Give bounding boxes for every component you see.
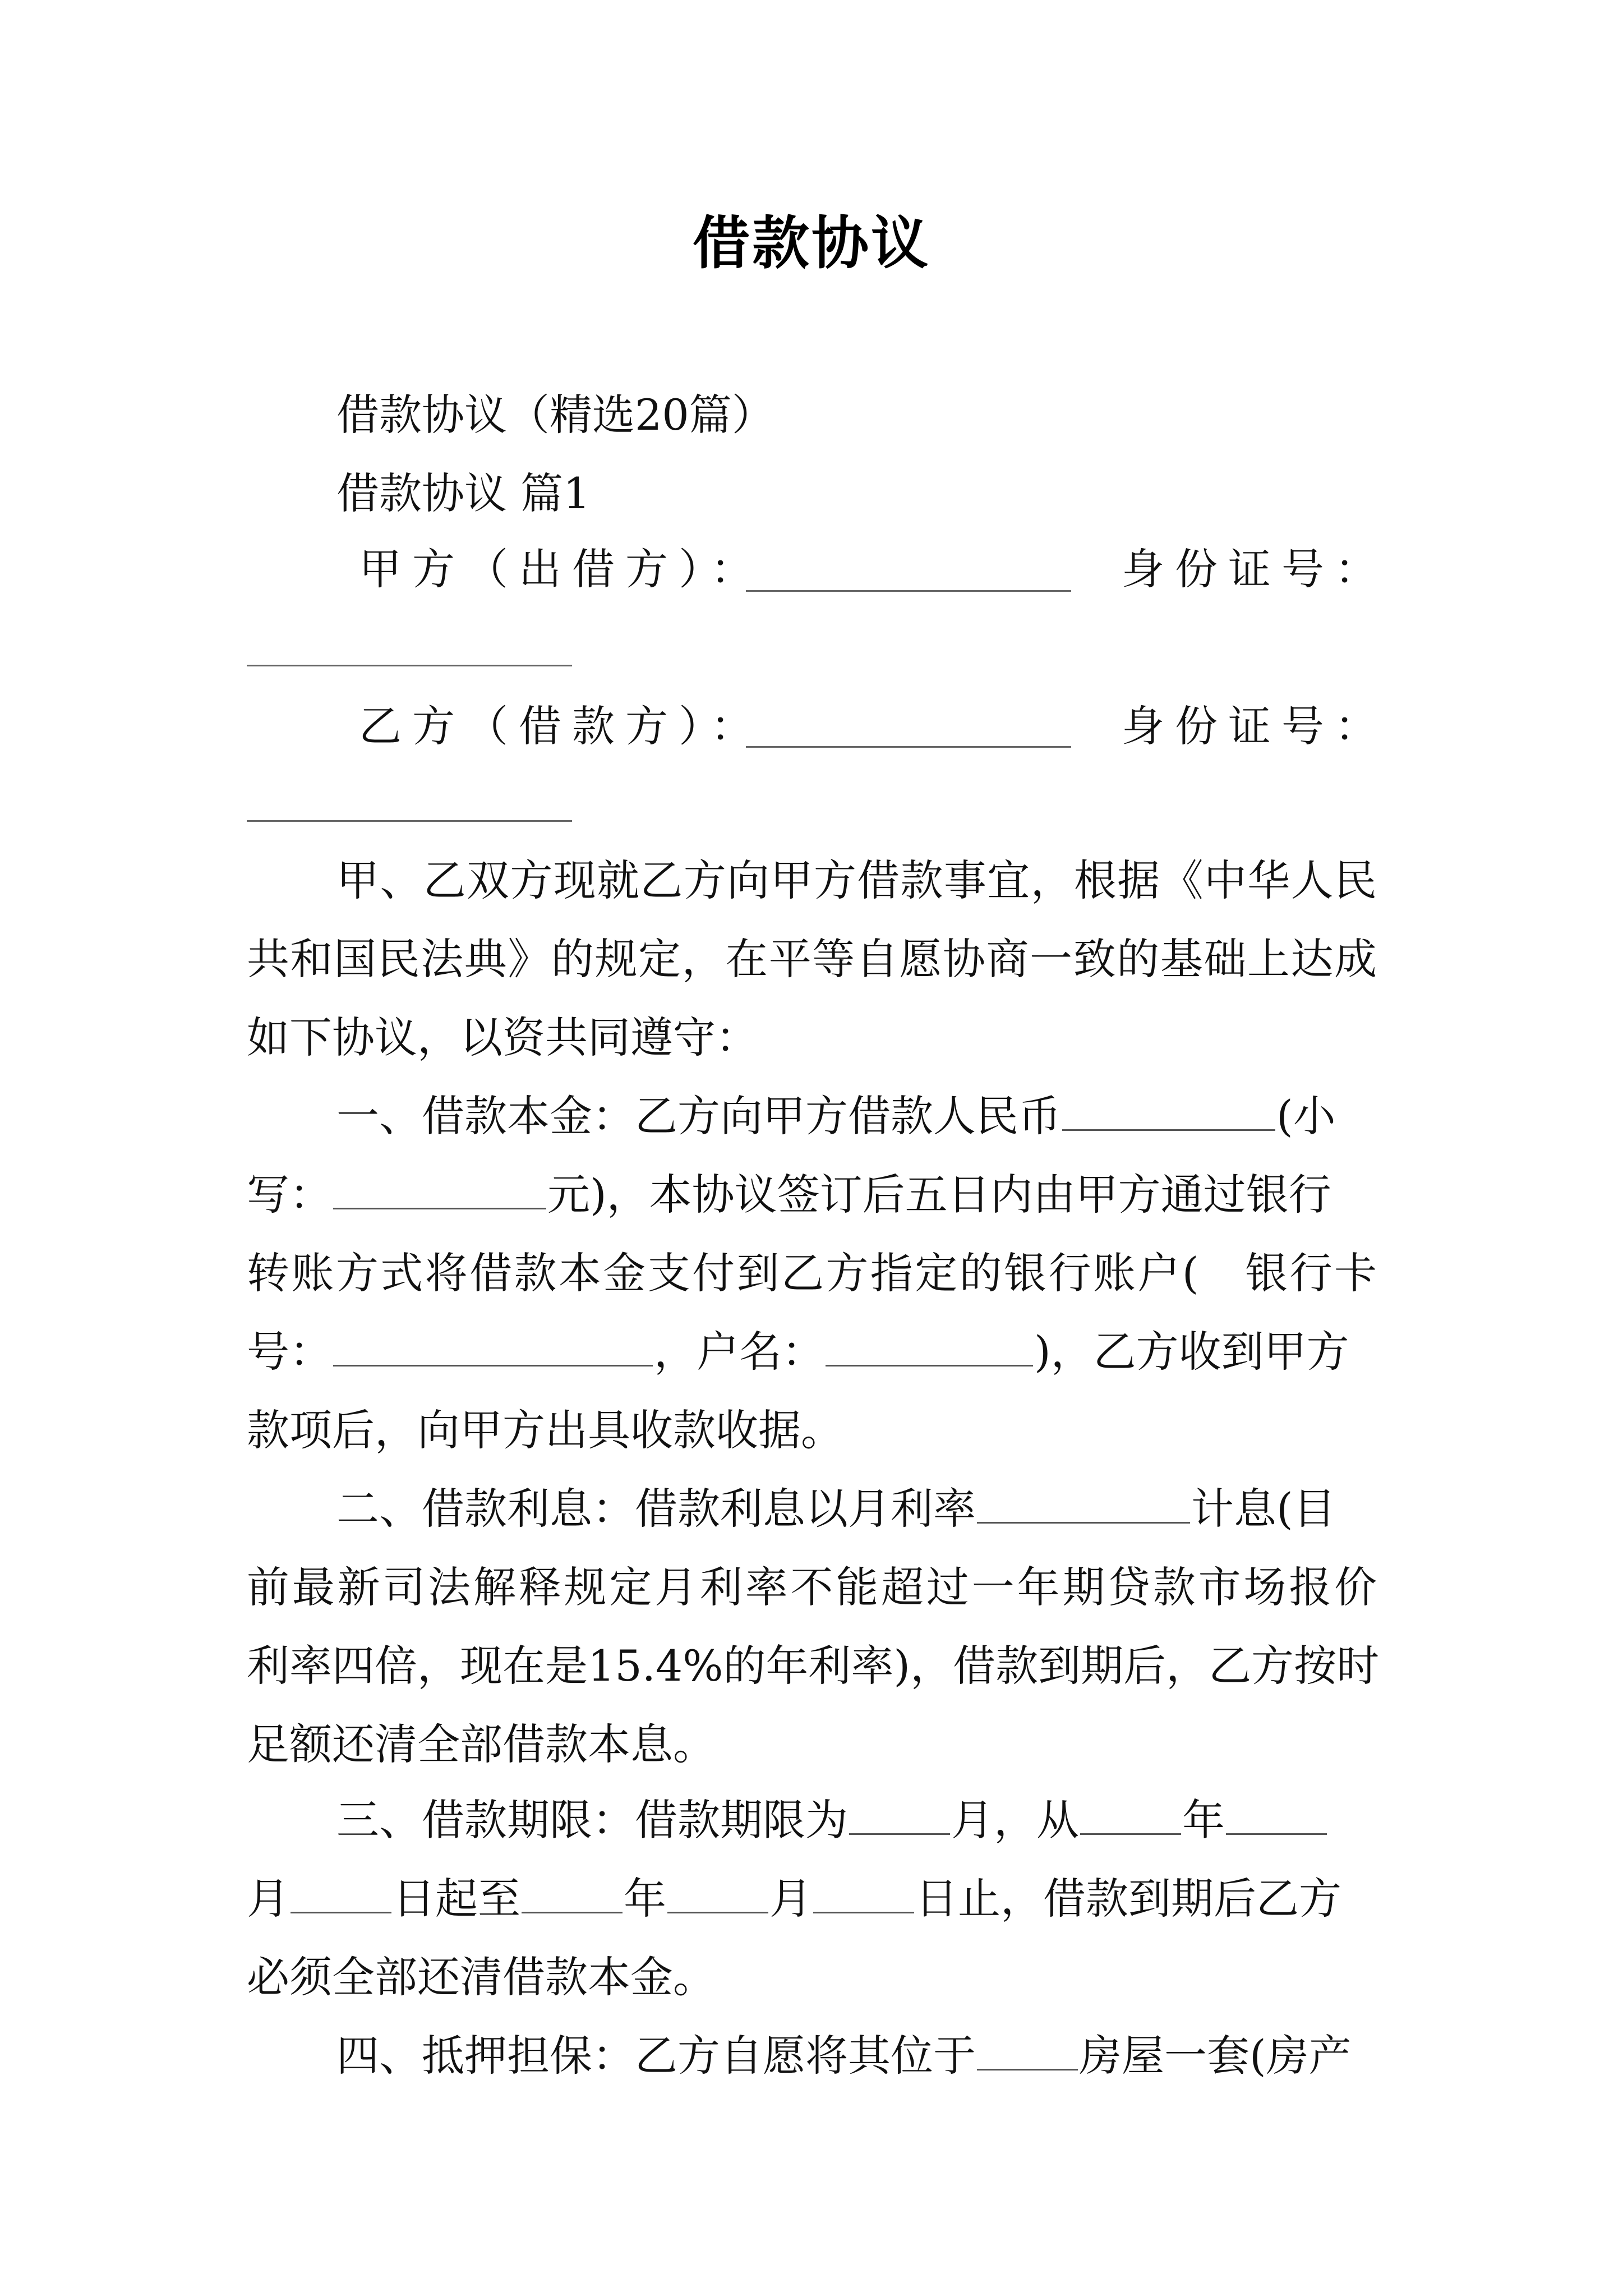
start-day-blank (291, 1874, 391, 1913)
intro-line-3: 如下协议，以资共同遵守： (247, 1013, 758, 1062)
clause1-line-5: 款项后，向甲方出具收款收据。 (247, 1405, 843, 1455)
start-year-blank (1080, 1795, 1181, 1835)
principal-lowercase-blank (333, 1170, 546, 1209)
party-a-id-blank (247, 665, 572, 666)
clause3-text: 日起至 (393, 1874, 520, 1924)
clause4-text: 房屋一套(房产 (1079, 2031, 1352, 2081)
clause1-text: )，乙方收到甲方 (1034, 1327, 1349, 1377)
party-b-id-label: 身份证号： (1122, 701, 1388, 751)
clause4-line-1 (336, 2028, 1352, 2084)
party-b-label: 乙方（借款方）： (359, 701, 764, 751)
clause1-text: (小 (1276, 1091, 1336, 1141)
clause3-text: 月 (769, 1874, 812, 1924)
chapter-heading: 借款协议 篇1 (336, 468, 591, 518)
end-day-blank (813, 1874, 914, 1913)
clause2-line-2: 前最新司法解释规定月利率不能超过一年期贷款市场报价 (247, 1562, 1377, 1612)
clause1-line-2 (247, 1167, 1331, 1223)
end-year-blank (522, 1874, 623, 1913)
intro-line-2: 共和国民法典》的规定，在平等自愿协商一致的基础上达成 (247, 934, 1377, 984)
clause1-text: 元)，本协议签订后五日内由甲方通过银行 (547, 1170, 1331, 1220)
party-a-id-label: 身份证号： (1122, 544, 1388, 594)
document-title: 借款协议 (693, 210, 930, 277)
bank-card-blank (333, 1327, 653, 1366)
clause3-text: 日止，借款到期后乙方 (915, 1874, 1341, 1924)
principal-amount-blank (1062, 1091, 1275, 1131)
intro-line-1: 甲、乙双方现就乙方向甲方借款事宜，根据《中华人民 (336, 855, 1377, 905)
clause3-line-1 (336, 1792, 1328, 1848)
clause4-text: 四、抵押担保：乙方自愿将其位于 (336, 2031, 976, 2081)
clause2-text: 二、借款利息：借款利息以月利率 (336, 1484, 976, 1534)
party-a-label: 甲方（出借方）： (359, 544, 764, 594)
property-location-blank (977, 2031, 1078, 2070)
clause2-line-4: 足额还清全部借款本息。 (247, 1719, 716, 1769)
clause1-text: 号： (247, 1327, 332, 1377)
party-b-name-blank (746, 746, 1071, 748)
clause3-text: 月 (247, 1874, 289, 1924)
clause2-line-1 (336, 1481, 1336, 1537)
account-name-blank (826, 1327, 1033, 1366)
term-months-blank (849, 1795, 950, 1835)
start-month-blank (1226, 1795, 1327, 1835)
clause1-line-4 (247, 1324, 1349, 1380)
clause1-text: 一、借款本金：乙方向甲方借款人民币 (336, 1091, 1061, 1141)
clause3-line-3: 必须全部还清借款本金。 (247, 1952, 716, 2002)
clause3-text: 三、借款期限：借款期限为 (336, 1795, 848, 1845)
party-b-id-blank (247, 820, 572, 822)
clause1-text: ，户名： (654, 1327, 824, 1377)
clause3-text: 月，从 (951, 1795, 1079, 1845)
clause2-text: 计息(目 (1191, 1484, 1336, 1534)
clause3-text: 年 (624, 1874, 666, 1924)
clause2-line-3: 利率四倍，现在是15.4%的年利率)，借款到期后，乙方按时 (247, 1641, 1380, 1691)
clause3-text: 年 (1182, 1795, 1225, 1845)
monthly-rate-blank (977, 1484, 1190, 1524)
clause1-text: 写： (247, 1170, 332, 1220)
end-month-blank (667, 1874, 768, 1913)
clause1-line-1 (336, 1088, 1336, 1144)
document-subtitle: 借款协议（精选20篇） (336, 390, 774, 440)
party-a-name-blank (746, 590, 1071, 592)
clause3-line-2 (247, 1871, 1341, 1927)
clause1-line-3: 转账方式将借款本金支付到乙方指定的银行账户( 银行卡 (247, 1248, 1377, 1298)
